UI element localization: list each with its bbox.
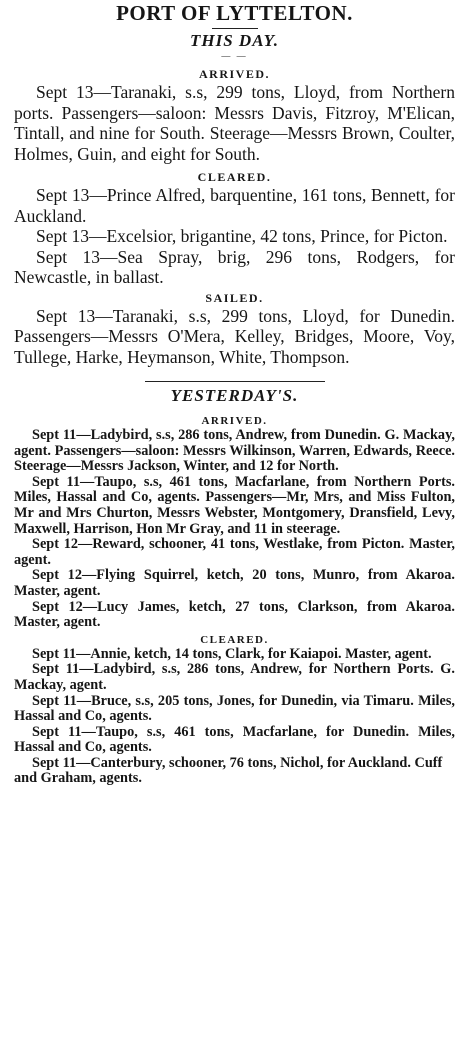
shipping-entry: Sept 13—Sea Spray, brig, 296 tons, Rodgers, for Newcastle, in ballast. — [14, 246, 455, 287]
shipping-entry: Sept 11—Bruce, s.s, 205 tons, Jones, for Dunedin, via Timaru. Miles, Hassal and Co, agents. — [14, 692, 455, 725]
shipping-entry: Sept 13—Taranaki, s.s, 299 tons, Lloyd, for Dunedin. Passengers—Messrs O'Mera, Kelley, Bridges, Moore, Voy, Tullege, Harke, Heymanson, White, Thompson. — [14, 305, 455, 367]
this-day-title: THIS DAY. — [190, 31, 279, 50]
yesterdays-arrived-heading: ARRIVED. — [201, 415, 268, 427]
shipping-entry: Sept 13—Prince Alfred, barquentine, 161 tons, Bennett, for Auckland. — [14, 185, 455, 226]
masthead-rule — [212, 28, 258, 29]
yesterdays-title: YESTERDAY'S. — [170, 386, 299, 405]
shipping-entry: Sept 11—Annie, ketch, 14 tons, Clark, for Kaiapoi. Master, agent. — [32, 645, 432, 662]
this-day-arrived-heading: ARRIVED. — [198, 67, 270, 81]
shipping-entry: Sept 13—Excelsior, brigantine, 42 tons, Prince, for Picton. — [36, 226, 448, 246]
shipping-entry: Sept 11—Canterbury, schooner, 76 tons, Nichol, for Auckland. Cuff and Graham, agents. — [14, 754, 443, 787]
yesterdays-cleared-heading: CLEARED. — [200, 633, 269, 646]
shipping-entry: Sept 11—Taupo, s.s, 461 tons, Macfarlane, for Dunedin. Miles, Hassal and Co, agents. — [14, 723, 455, 756]
shipping-entry: Sept 13—Taranaki, s.s, 299 tons, Lloyd, from Northern ports. Passengers—saloon: Messrs Davis, Fitzroy, M'Elican, Tintall, and nine for South. Steerage—Messrs Brown, Coulter, Holmes, Guin, and eight for South. — [14, 82, 455, 164]
this-day-cleared-heading: CLEARED. — [197, 170, 272, 184]
yesterdays-section — [14, 386, 455, 787]
shipping-entry: Sept 12—Lucy James, ketch, 27 tons, Clarkson, from Akaroa. Master, agent. — [14, 598, 455, 631]
shipping-entry: Sept 12—Reward, schooner, 41 tons, Westlake, from Picton. Master, agent. — [14, 536, 455, 568]
shipping-entry: Sept 11—Ladybird, s.s, 286 tons, Andrew, from Dunedin. G. Mackay, agent. Passengers—saloon: Messrs Wilkinson, Warren, Edwards, Reece. Steerage—Messrs Jackson, Winter, and 12 for North. — [14, 427, 455, 475]
this-day-dashes: — — — [221, 51, 248, 61]
masthead: PORT OF LYTTELTON. — [116, 1, 353, 25]
section-divider — [145, 381, 325, 382]
shipping-entry: Sept 11—Ladybird, s.s, 286 tons, Andrew, for Northern Ports. G. Mackay, agent. — [14, 661, 455, 693]
this-day-sailed-heading: SAILED. — [205, 290, 264, 305]
this-day-section — [14, 31, 455, 367]
shipping-entry: Sept 12—Flying Squirrel, ketch, 20 tons, Munro, from Akaroa. Master, agent. — [14, 567, 455, 599]
shipping-entry: Sept 11—Taupo, s.s, 461 tons, Macfarlane, from Northern Ports. Miles, Hassal and Co, agents. Passengers—Mr, Mrs, and Miss Fulton, Mr and Mrs Churton, Messrs Webster, Montgomery, Dransfield, Levy, Maxwell, Harrison, Hon Mr Gray, and 11 in steerage. — [14, 473, 455, 537]
